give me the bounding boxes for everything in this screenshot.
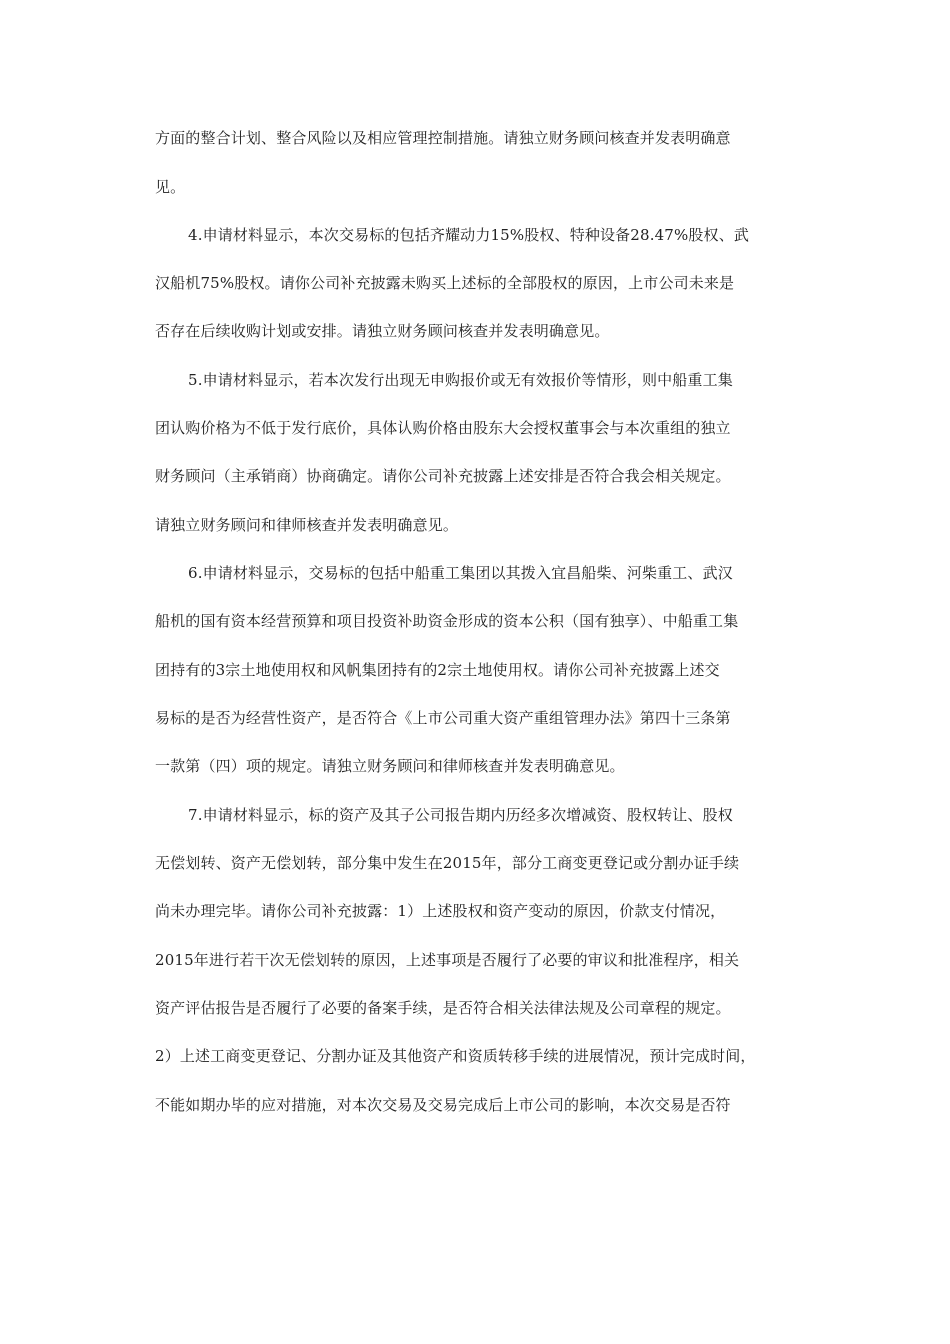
text-line-2: 见。 xyxy=(155,178,186,196)
paragraph-7-line-3: 尚未办理完毕。请你公司补充披露：1）上述股权和资产变动的原因，价款支付情况， xyxy=(155,902,726,920)
paragraph-4-line-1: 4.申请材料显示，本次交易标的包括齐耀动力15%股权、特种设备28.47%股权、武 xyxy=(188,226,749,244)
paragraph-7-line-2: 无偿划转、资产无偿划转，部分集中发生在2015年，部分工商变更登记或分割办证手续 xyxy=(155,854,740,872)
paragraph-6-line-4: 易标的是否为经营性资产，是否符合《上市公司重大资产重组管理办法》第四十三条第 xyxy=(155,709,731,727)
paragraph-6-line-5: 一款第（四）项的规定。请独立财务顾问和律师核查并发表明确意见。 xyxy=(155,757,625,775)
paragraph-7-line-7: 不能如期办毕的应对措施，对本次交易及交易完成后上市公司的影响，本次交易是否符 xyxy=(155,1096,731,1114)
text-line-1: 方面的整合计划、整合风险以及相应管理控制措施。请独立财务顾问核查并发表明确意 xyxy=(155,129,731,147)
paragraph-7-line-1: 7.申请材料显示，标的资产及其子公司报告期内历经多次增减资、股权转让、股权 xyxy=(188,806,733,824)
paragraph-7-line-4: 2015年进行若干次无偿划转的原因，上述事项是否履行了必要的审议和批准程序，相关 xyxy=(155,951,740,969)
paragraph-7-line-6: 2）上述工商变更登记、分割办证及其他资产和资质转移手续的进展情况，预计完成时间， xyxy=(155,1047,756,1065)
paragraph-4-line-3: 否存在后续收购计划或安排。请独立财务顾问核查并发表明确意见。 xyxy=(155,322,610,340)
paragraph-6-line-1: 6.申请材料显示，交易标的包括中船重工集团以其拨入宜昌船柴、河柴重工、武汉 xyxy=(188,564,733,582)
paragraph-7-line-5: 资产评估报告是否履行了必要的备案手续，是否符合相关法律法规及公司章程的规定。 xyxy=(155,999,731,1017)
paragraph-6-line-3: 团持有的3宗土地使用权和风帆集团持有的2宗土地使用权。请你公司补充披露上述交 xyxy=(155,661,720,679)
paragraph-4-line-2: 汉船机75%股权。请你公司补充披露未购买上述标的全部股权的原因，上市公司未来是 xyxy=(155,274,735,292)
paragraph-5-line-1: 5.申请材料显示，若本次发行出现无申购报价或无有效报价等情形，则中船重工集 xyxy=(188,371,733,389)
paragraph-6-line-2: 船机的国有资本经营预算和项目投资补助资金形成的资本公积（国有独享）、中船重工集 xyxy=(155,612,739,630)
paragraph-5-line-4: 请独立财务顾问和律师核查并发表明确意见。 xyxy=(155,516,459,534)
paragraph-5-line-2: 团认购价格为不低于发行底价，具体认购价格由股东大会授权董事会与本次重组的独立 xyxy=(155,419,731,437)
paragraph-5-line-3: 财务顾问（主承销商）协商确定。请你公司补充披露上述安排是否符合我会相关规定。 xyxy=(155,467,731,485)
